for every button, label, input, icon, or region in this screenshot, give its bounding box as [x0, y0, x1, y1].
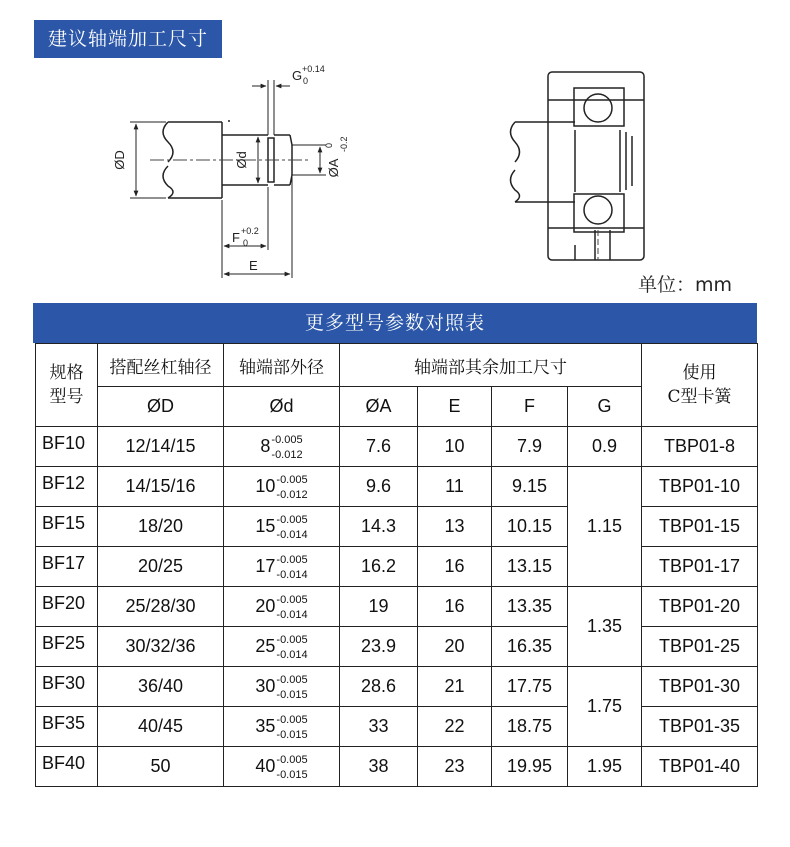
cell-D: 30/32/36 — [98, 627, 224, 667]
cell-model: BF25 — [36, 627, 98, 667]
tolerance-lower: -0.014 — [276, 649, 308, 662]
table-row — [36, 467, 758, 507]
cell-model: BF20 — [36, 587, 98, 627]
cell-d — [224, 467, 340, 507]
cell-G: 1.75 — [568, 667, 642, 747]
cell-clip: TBP01-10 — [642, 467, 758, 507]
tolerance-upper: -0.005 — [271, 434, 303, 447]
dim-D-label: ØD — [112, 150, 127, 170]
table-row — [36, 507, 758, 547]
cell-E: 21 — [418, 667, 492, 707]
header-G: G — [568, 387, 642, 427]
cell-A: 14.3 — [340, 507, 418, 547]
cell-d — [224, 427, 340, 467]
tolerance-lower: -0.012 — [276, 489, 308, 502]
cell-d-nominal: 30 — [255, 675, 276, 696]
bearing-assembly — [511, 72, 645, 260]
bearing-ball-bottom — [584, 196, 612, 224]
cell-G: 1.35 — [568, 587, 642, 667]
header-other-dims: 轴端部其余加工尺寸 — [340, 344, 642, 387]
dim-d-label: Ød — [234, 151, 249, 169]
dim-A-upper: 0 — [324, 142, 334, 148]
cell-D: 14/15/16 — [98, 467, 224, 507]
cell-A: 33 — [340, 707, 418, 747]
cell-d-nominal: 40 — [255, 755, 276, 776]
cell-model: BF15 — [36, 507, 98, 547]
header-F: F — [492, 387, 568, 427]
cell-clip: TBP01-40 — [642, 747, 758, 787]
tolerance-lower: -0.014 — [276, 609, 308, 622]
cell-E: 23 — [418, 747, 492, 787]
cell-E: 13 — [418, 507, 492, 547]
cell-d-nominal: 8 — [260, 435, 271, 456]
header-A: ØA — [340, 387, 418, 427]
cell-F: 13.15 — [492, 547, 568, 587]
cell-A: 23.9 — [340, 627, 418, 667]
cell-d-tolerance — [276, 674, 308, 702]
dim-F-upper: +0.2 — [241, 226, 259, 236]
shaft-end-drawing — [0, 60, 790, 300]
table-row — [36, 547, 758, 587]
cell-clip: TBP01-20 — [642, 587, 758, 627]
spec-table — [35, 343, 758, 787]
tolerance-lower: -0.014 — [276, 529, 308, 542]
tolerance-upper: -0.005 — [276, 514, 308, 527]
table-title: 更多型号参数对照表 — [33, 303, 757, 343]
dim-G-label: G — [292, 68, 303, 83]
cell-d — [224, 667, 340, 707]
cell-E: 10 — [418, 427, 492, 467]
cell-d-tolerance — [276, 634, 308, 662]
cell-d-nominal: 15 — [255, 515, 276, 536]
cell-d — [224, 627, 340, 667]
cell-F: 17.75 — [492, 667, 568, 707]
cell-F: 19.95 — [492, 747, 568, 787]
cell-clip: TBP01-35 — [642, 707, 758, 747]
cell-d-nominal: 17 — [255, 555, 276, 576]
cell-clip: TBP01-30 — [642, 667, 758, 707]
cell-D: 36/40 — [98, 667, 224, 707]
cell-d-tolerance — [271, 434, 303, 462]
cell-model: BF17 — [36, 547, 98, 587]
shaft-outline — [163, 120, 292, 198]
table-row — [36, 747, 758, 787]
cell-F: 16.35 — [492, 627, 568, 667]
header-E: E — [418, 387, 492, 427]
cell-d-nominal: 25 — [255, 635, 276, 656]
tolerance-lower: -0.015 — [276, 729, 308, 742]
cell-d-tolerance — [276, 554, 308, 582]
tolerance-lower: -0.015 — [276, 689, 308, 702]
tolerance-upper: -0.005 — [276, 754, 308, 767]
cell-d-nominal: 10 — [255, 475, 276, 496]
cell-model: BF12 — [36, 467, 98, 507]
cell-model: BF40 — [36, 747, 98, 787]
cell-D: 18/20 — [98, 507, 224, 547]
cell-clip: TBP01-15 — [642, 507, 758, 547]
cell-G: 0.9 — [568, 427, 642, 467]
cell-clip: TBP01-17 — [642, 547, 758, 587]
unit-label: 单位：mm — [638, 274, 733, 296]
cell-G: 1.15 — [568, 467, 642, 587]
cell-A: 28.6 — [340, 667, 418, 707]
dim-F-label: F — [232, 230, 240, 245]
header-d: Ød — [224, 387, 340, 427]
cell-E: 20 — [418, 627, 492, 667]
cell-D: 20/25 — [98, 547, 224, 587]
cell-D: 12/14/15 — [98, 427, 224, 467]
cell-d-tolerance — [276, 594, 308, 622]
table-row — [36, 587, 758, 627]
cell-F: 13.35 — [492, 587, 568, 627]
cell-A: 19 — [340, 587, 418, 627]
header-shaft-od: 轴端部外径 — [224, 344, 340, 387]
cell-d — [224, 707, 340, 747]
cell-d — [224, 507, 340, 547]
dim-A-label: ØA — [326, 158, 341, 178]
cell-D: 50 — [98, 747, 224, 787]
cell-d-tolerance — [276, 474, 308, 502]
header-D: ØD — [98, 387, 224, 427]
dim-G-upper: +0.14 — [302, 64, 325, 74]
cell-A: 16.2 — [340, 547, 418, 587]
cell-D: 40/45 — [98, 707, 224, 747]
cell-F: 7.9 — [492, 427, 568, 467]
tolerance-upper: -0.005 — [276, 674, 308, 687]
cell-E: 16 — [418, 547, 492, 587]
bearing-ball-top — [584, 94, 612, 122]
cell-E: 11 — [418, 467, 492, 507]
header-model: 规格 型号 — [36, 344, 98, 427]
tolerance-upper: -0.005 — [276, 554, 308, 567]
cell-d — [224, 547, 340, 587]
cell-d-tolerance — [276, 714, 308, 742]
tolerance-upper: -0.005 — [276, 474, 308, 487]
cell-F: 10.15 — [492, 507, 568, 547]
header-mount-dia: 搭配丝杠轴径 — [98, 344, 224, 387]
header-clip: 使用 C型卡簧 — [642, 344, 758, 427]
cell-model: BF10 — [36, 427, 98, 467]
cell-d — [224, 587, 340, 627]
table-row — [36, 627, 758, 667]
table-row — [36, 427, 758, 467]
tolerance-upper: -0.005 — [276, 594, 308, 607]
dim-G-lower: 0 — [303, 76, 309, 86]
cell-d-nominal: 20 — [255, 595, 276, 616]
dim-E-label: E — [249, 258, 258, 273]
cell-d — [224, 747, 340, 787]
cell-d-tolerance — [276, 754, 308, 782]
dim-F-lower: 0 — [243, 238, 249, 248]
cell-A: 7.6 — [340, 427, 418, 467]
tolerance-upper: -0.005 — [276, 714, 308, 727]
tolerance-lower: -0.015 — [276, 769, 308, 782]
cell-E: 22 — [418, 707, 492, 747]
cell-clip: TBP01-8 — [642, 427, 758, 467]
cell-model: BF30 — [36, 667, 98, 707]
tolerance-lower: -0.014 — [276, 569, 308, 582]
cell-d-nominal: 35 — [255, 715, 276, 736]
table-row — [36, 707, 758, 747]
cell-A: 38 — [340, 747, 418, 787]
tolerance-upper: -0.005 — [276, 634, 308, 647]
cell-d-tolerance — [276, 514, 308, 542]
cell-D: 25/28/30 — [98, 587, 224, 627]
dim-A-lower: -0.2 — [339, 136, 349, 152]
table-row — [36, 667, 758, 707]
section-title: 建议轴端加工尺寸 — [34, 20, 222, 58]
cell-F: 18.75 — [492, 707, 568, 747]
tolerance-lower: -0.012 — [271, 449, 303, 462]
cell-model: BF35 — [36, 707, 98, 747]
cell-F: 9.15 — [492, 467, 568, 507]
cell-A: 9.6 — [340, 467, 418, 507]
cell-E: 16 — [418, 587, 492, 627]
cell-clip: TBP01-25 — [642, 627, 758, 667]
cell-G: 1.95 — [568, 747, 642, 787]
